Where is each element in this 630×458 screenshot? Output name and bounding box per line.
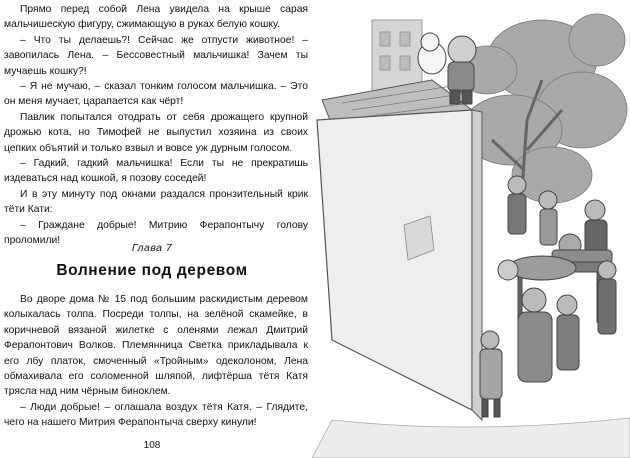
paragraph: Прямо перед собой Лена увидела на крыше сарая мальчишескую фигуру, сжимающую в руках белую кошку. xyxy=(4,4,308,31)
paragraph: – Люди добрые! – оглашала воздух тётя Катя. – Глядите, чего на нашего Митрия Ферапонтыча сверху кинули! xyxy=(4,401,308,429)
paragraph: – Я не мучаю, – сказал тонким голосом мальчишка. – Это он меня мучает, царапается как чёрт! xyxy=(4,81,308,108)
paragraph: Павлик попытался отодрать от себя дрожащего крупной дрожью кота, но Тимофей не выпустил хозяина из своих цепких объятий и только взвыл и вовсе уж дурным голосом. xyxy=(4,111,308,154)
paragraph: Во дворе дома № 15 под большим раскидистым деревом колыхалась толпа. Посреди толпы, на зелёной скамейке, в коричневой вязаной жилетке с оленями лежал Дмитрий Ферапонтович Волков. Племянница Светка прикладывала к его лбу платок, смоченный «Тройным» одеколоном, Лена обмахивала его соломенной шляпой, лифтёрша тётя Катя трясла над ним чёрным биноклем. xyxy=(4,294,308,398)
crowd xyxy=(480,176,616,417)
paragraph: – Что ты делаешь?! Сейчас же отпусти животное! – завопилась Лена. – Бессовестный мальчишка! Зачем ты мучаешь кошку?! xyxy=(4,34,308,77)
chapter-title: Волнение под деревом xyxy=(56,262,248,279)
paragraph: И в эту минуту под окнами раздался пронзительный крик тёти Кати: xyxy=(4,188,308,216)
illustration xyxy=(312,0,630,458)
page-number: 108 xyxy=(143,440,161,451)
paragraph: – Граждане добрые! Митрию Ферапонтычу голову проломили! xyxy=(4,219,308,247)
ground xyxy=(312,418,630,458)
paragraph: – Гадкий, гадкий мальчишка! Если ты не прекратишь издеваться над кошкой, я позову соседей! xyxy=(4,158,308,185)
text-column-bottom xyxy=(4,292,308,431)
chapter-number: Глава 7 xyxy=(131,242,173,254)
shed-wall xyxy=(317,110,482,420)
text-column-top xyxy=(4,2,308,249)
